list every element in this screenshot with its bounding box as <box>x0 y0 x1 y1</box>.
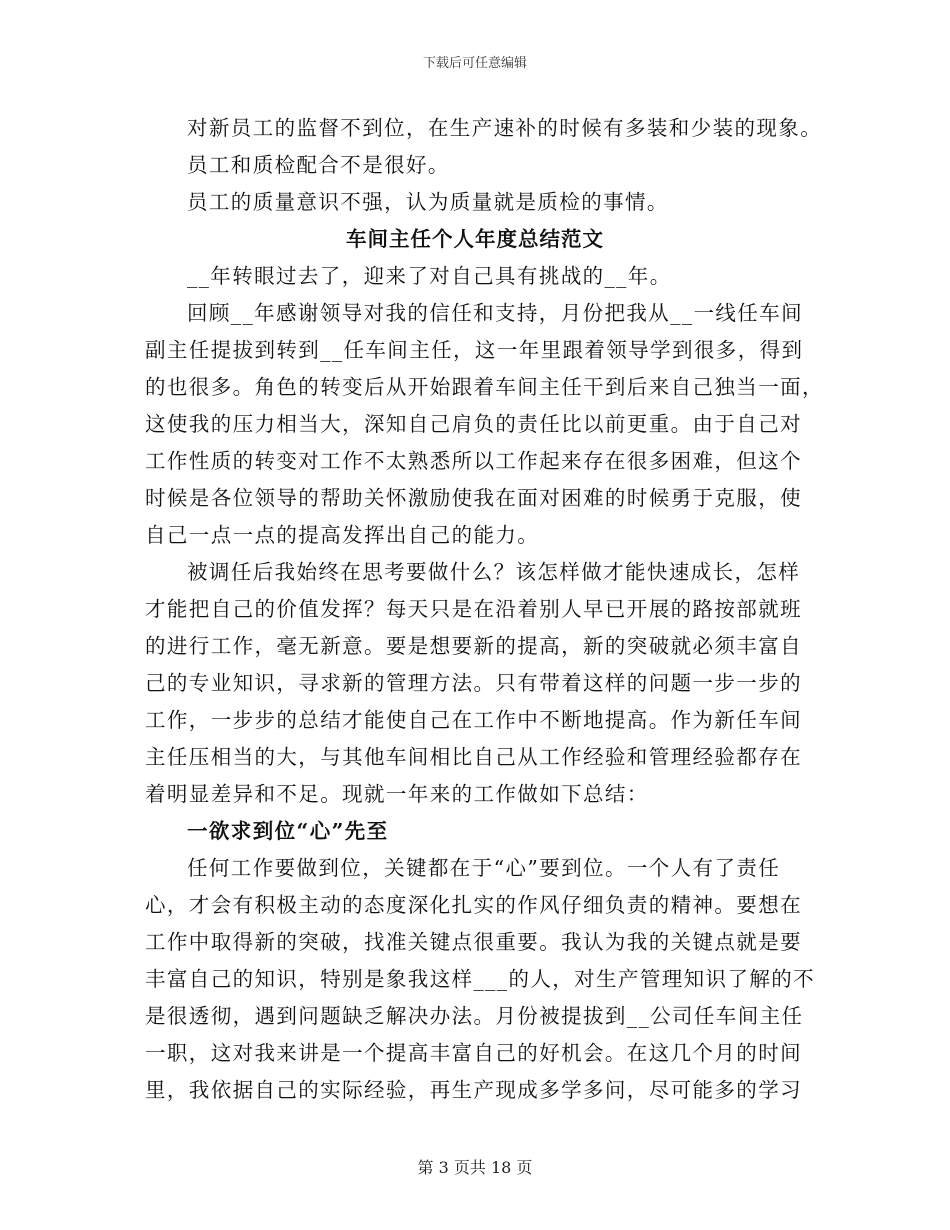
body-line: 员工的质量意识不强，认为质量就是质检的事情。 <box>187 190 669 214</box>
body-line: 副主任提拔到转到__任车间主任，这一年里跟着领导学到很多，得到 <box>145 338 804 362</box>
body-line: 的进行工作，毫无新意。要是想要新的提高，新的突破就必须丰富自 <box>145 634 802 658</box>
body-line: 时候是各位领导的帮助关怀激励使我在面对困难的时候勇于克服，使 <box>145 486 802 510</box>
paragraph-start-line: 回顾__年感谢领导对我的信任和支持，月份把我从__一线任车间 <box>187 301 803 325</box>
body-line: 自己一点一点的提高发挥出自己的能力。 <box>145 523 540 547</box>
section-heading: 一欲求到位“心”先至 <box>187 819 389 843</box>
body-line: 一职，这对我来讲是一个提高丰富自己的好机会。在这几个月的时间 <box>145 1041 802 1065</box>
body-line: 工作中取得新的突破，找准关键点很重要。我认为我的关键点就是要 <box>145 930 802 954</box>
body-line: 才能把自己的价值发挥？每天只是在沿着别人早已开展的路按部就班 <box>145 597 802 621</box>
body-line: 里，我依据自己的实际经验，再生产现成多学多问，尽可能多的学习 <box>145 1078 802 1102</box>
body-line: 这使我的压力相当大，深知自己肩负的责任比以前更重。由于自己对 <box>145 412 802 436</box>
paragraph-start-line: 被调任后我始终在思考要做什么？该怎样做才能快速成长，怎样 <box>187 560 801 584</box>
body-line: 的也很多。角色的转变后从开始跟着车间主任干到后来自己独当一面， <box>145 375 824 399</box>
paragraph-start-line: 任何工作要做到位，关键都在于“心”要到位。一个人有了责任 <box>187 856 781 880</box>
body-line: __年转眼过去了，迎来了对自己具有挑战的__年。 <box>187 264 672 288</box>
body-line: 工作性质的转变对工作不太熟悉所以工作起来存在很多困难，但这个 <box>145 449 802 473</box>
body-line: 员工和质检配合不是很好。 <box>187 153 450 177</box>
body-line: 己的专业知识，寻求新的管理方法。只有带着这样的问题一步一步的 <box>145 671 802 695</box>
page-header: 下载后可任意编辑 <box>422 56 527 71</box>
body-line: 着明显差异和不足。现就一年来的工作做如下总结： <box>145 782 649 806</box>
body-line: 丰富自己的知识，特别是象我这样___的人，对生产管理知识了解的不 <box>145 967 816 991</box>
body-line: 心，才会有积极主动的态度深化扎实的作风仔细负责的精神。要想在 <box>145 893 802 917</box>
body-line: 主任压相当的大，与其他车间相比自己从工作经验和管理经验都存在 <box>145 745 802 769</box>
document-body <box>145 110 824 1109</box>
page-number: 第 3 页共 18 页 <box>417 1158 533 1177</box>
body-line: 是很透彻，遇到问题缺乏解决办法。月份被提拔到__公司任车间主任 <box>145 1004 804 1028</box>
body-line: 工作，一步步的总结才能使自己在工作中不断地提高。作为新任车间 <box>145 708 802 732</box>
document-title: 车间主任个人年度总结范文 <box>346 227 604 251</box>
body-line: 对新员工的监督不到位，在生产速补的时候有多装和少装的现象。 <box>187 116 823 140</box>
